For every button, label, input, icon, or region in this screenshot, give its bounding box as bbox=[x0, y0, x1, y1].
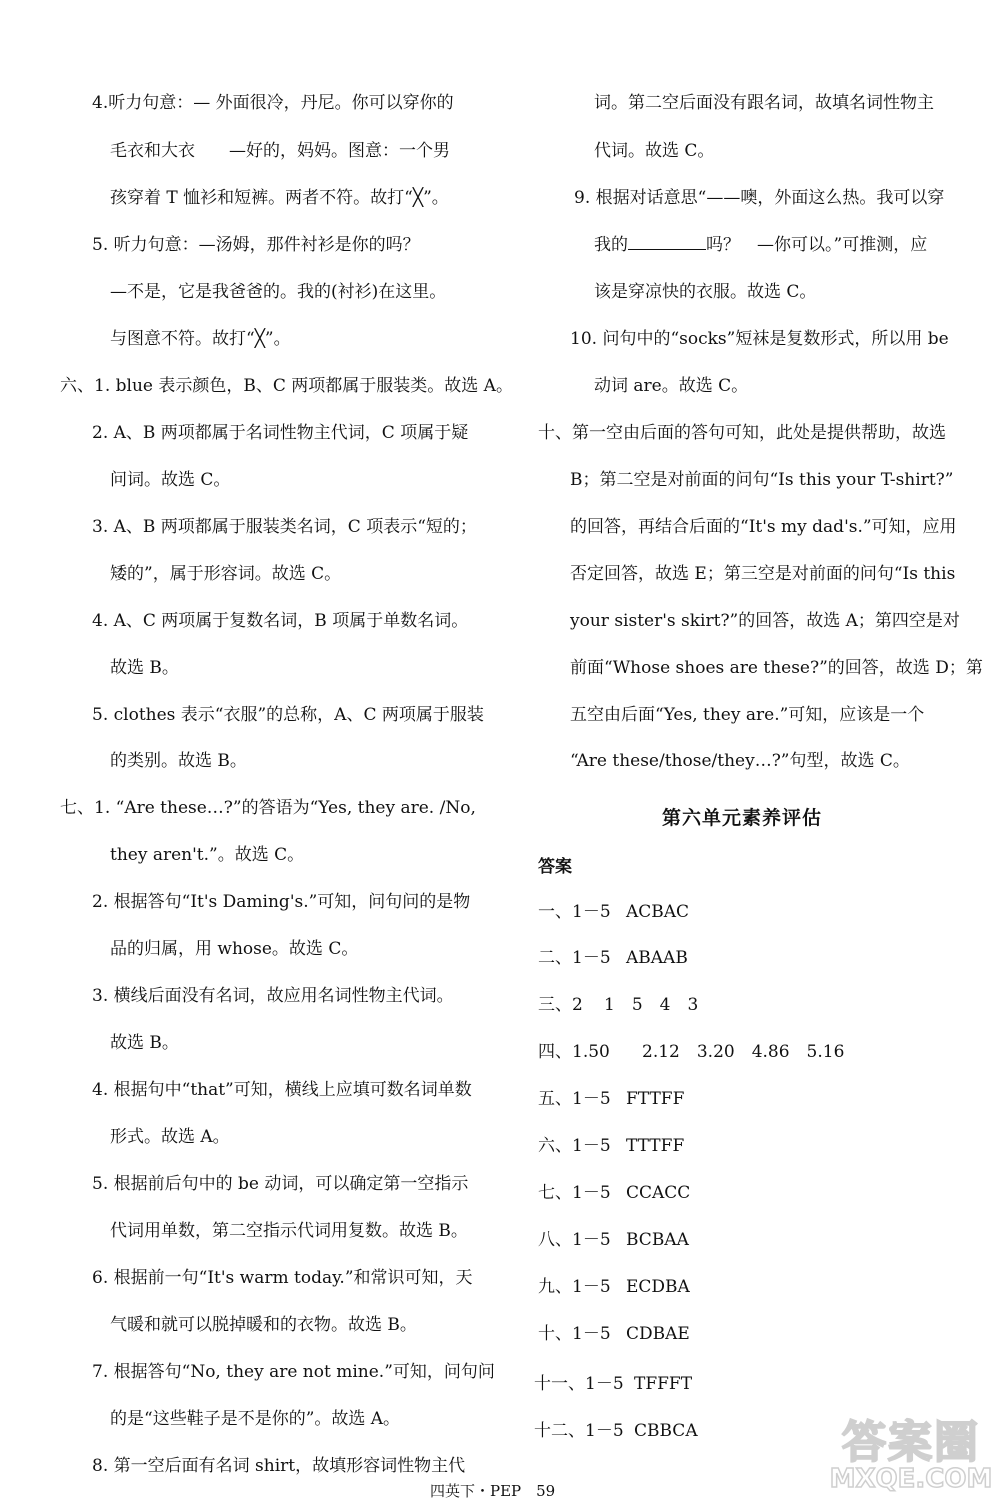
text-line: 毛衣和大衣 —好的，妈妈。图意：一个男 bbox=[110, 141, 450, 161]
text-line: 与图意不符。故打“╳”。 bbox=[110, 329, 291, 349]
text-line: B；第二空是对前面的问句“Is this your T-shirt?” bbox=[570, 470, 954, 490]
text-line: 3. A、B 两项都属于服装类名词，C 项表示“短的； bbox=[92, 517, 477, 537]
text-line: they aren't.”。故选 C。 bbox=[110, 845, 305, 865]
text-line: 词。第二空后面没有跟名词，故填名词性物主 bbox=[594, 93, 934, 113]
answer-key: 一、1－5 bbox=[538, 902, 611, 922]
watermark-logo bbox=[828, 1402, 994, 1502]
answer-key: 四、1.50 bbox=[538, 1042, 610, 1062]
text-line: 七、1. “Are these…?”的答语为“Yes, they are. /No, bbox=[60, 798, 476, 818]
fill-blank bbox=[628, 233, 706, 250]
answer-key: 五、1－5 bbox=[538, 1089, 611, 1109]
text-line: your sister's skirt?”的回答，故选 A；第四空是对 bbox=[570, 611, 960, 631]
answer-row bbox=[538, 1275, 690, 1299]
answer-key: 七、1－5 bbox=[538, 1183, 611, 1203]
answer-row bbox=[538, 1087, 684, 1111]
answer-value: CCACC bbox=[626, 1183, 691, 1203]
text-line: 的是“这些鞋子是不是你的”。故选 A。 bbox=[110, 1409, 401, 1429]
text-line: 故选 B。 bbox=[110, 1033, 179, 1053]
text-line: 9. 根据对话意思“——噢，外面这么热。我可以穿 bbox=[574, 188, 945, 208]
watermark-url: MXQE.COM bbox=[829, 1464, 993, 1494]
text-line: 五空由后面“Yes, they are.”可知，应该是一个 bbox=[570, 705, 925, 725]
text-line: 品的归属，用 whose。故选 C。 bbox=[110, 939, 359, 959]
text-line: 问词。故选 C。 bbox=[110, 470, 231, 490]
text-line: 孩穿着 T 恤衫和短裤。两者不符。故打“╳”。 bbox=[110, 188, 449, 208]
answer-value: 2.12 3.20 4.86 5.16 bbox=[642, 1042, 845, 1062]
answer-row bbox=[538, 1040, 844, 1064]
text-line: “Are these/those/they…?”句型，故选 C。 bbox=[570, 751, 910, 771]
answer-row bbox=[538, 1181, 690, 1205]
answer-value: FTTFF bbox=[626, 1089, 685, 1109]
answer-row bbox=[538, 946, 688, 970]
text-line: —不是，它是我爸爸的。我的(衬衫)在这里。 bbox=[110, 282, 447, 302]
answer-key: 六、1－5 bbox=[538, 1136, 611, 1156]
text-line: 前面“Whose shoes are these?”的回答，故选 D；第 bbox=[570, 658, 983, 678]
answer-row bbox=[538, 993, 698, 1017]
text-line: 的类别。故选 B。 bbox=[110, 751, 247, 771]
answer-key: 十二、1－5 bbox=[534, 1421, 624, 1441]
text-line: 该是穿凉快的衣服。故选 C。 bbox=[594, 282, 817, 302]
text-fragment: 我的 bbox=[594, 235, 628, 255]
text-line: 5. clothes 表示“衣服”的总称，A、C 两项属于服装 bbox=[92, 705, 484, 725]
text-line: 4. 根据句中“that”可知，横线上应填可数名词单数 bbox=[92, 1080, 472, 1100]
answer-value: CDBAE bbox=[626, 1324, 690, 1344]
answer-row bbox=[538, 900, 689, 924]
text-line: 7. 根据答句“No, they are not mine.”可知，问句问 bbox=[92, 1362, 495, 1382]
text-line: 的回答，再结合后面的“It's my dad's.”可知，应用 bbox=[570, 517, 957, 537]
answer-row bbox=[534, 1419, 698, 1443]
text-line: 动词 are。故选 C。 bbox=[594, 376, 749, 396]
answer-key: 八、1－5 bbox=[538, 1230, 611, 1250]
text-line: 10. 问句中的“socks”短袜是复数形式，所以用 be bbox=[570, 329, 949, 349]
text-line: 代词。故选 C。 bbox=[594, 141, 715, 161]
answer-key: 二、1－5 bbox=[538, 948, 611, 968]
text-line: 4. A、C 两项属于复数名词，B 项属于单数名词。 bbox=[92, 611, 469, 631]
text-fragment: 吗？ —你可以。”可推测，应 bbox=[706, 235, 928, 255]
text-line: 六、1. blue 表示颜色，B、C 两项都属于服装类。故选 A。 bbox=[60, 376, 513, 396]
text-line: 代词用单数，第二空指示代词用复数。故选 B。 bbox=[110, 1221, 468, 1241]
page-footer: 四英下・PEP 59 bbox=[430, 1482, 556, 1500]
answer-label: 答案 bbox=[538, 857, 572, 877]
text-line: 十、第一空由后面的答句可知，此处是提供帮助，故选 bbox=[538, 423, 946, 443]
section-title: 第六单元素养评估 bbox=[662, 807, 823, 829]
answer-key: 十一、1－5 bbox=[534, 1374, 624, 1394]
text-line: 4.听力句意：— 外面很冷，丹尼。你可以穿你的 bbox=[92, 93, 454, 113]
text-line: 5. 根据前后句中的 be 动词，可以确定第一空指示 bbox=[92, 1174, 469, 1194]
answer-value: BCBAA bbox=[626, 1230, 689, 1250]
answer-value: TFFFT bbox=[634, 1374, 693, 1394]
answer-value: ECDBA bbox=[626, 1277, 690, 1297]
text-line bbox=[594, 233, 927, 257]
text-line: 形式。故选 A。 bbox=[110, 1127, 230, 1147]
answer-row bbox=[538, 1322, 690, 1346]
answer-key: 九、1－5 bbox=[538, 1277, 611, 1297]
answer-value: TTTFF bbox=[626, 1136, 685, 1156]
answer-value: 1 5 4 3 bbox=[604, 995, 699, 1015]
text-line: 2. 根据答句“It's Daming's.”可知，问句问的是物 bbox=[92, 892, 471, 912]
text-line: 3. 横线后面没有名词，故应用名词性物主代词。 bbox=[92, 986, 454, 1006]
watermark-text: 答案圈 bbox=[842, 1417, 980, 1468]
text-line: 否定回答，故选 E；第三空是对前面的问句“Is this bbox=[570, 564, 956, 584]
text-line: 5. 听力句意：—汤姆，那件衬衫是你的吗？ bbox=[92, 235, 420, 255]
text-line: 2. A、B 两项都属于名词性物主代词，C 项属于疑 bbox=[92, 423, 469, 443]
answer-row bbox=[538, 1134, 684, 1158]
answer-value: ABAAB bbox=[626, 948, 688, 968]
answer-value: CBBCA bbox=[634, 1421, 698, 1441]
answer-value: ACBAC bbox=[626, 902, 690, 922]
answer-key: 三、2 bbox=[538, 995, 583, 1015]
answer-row bbox=[538, 1228, 689, 1252]
text-line: 6. 根据前一句“It's warm today.”和常识可知，天 bbox=[92, 1268, 473, 1288]
text-line: 气暖和就可以脱掉暖和的衣物。故选 B。 bbox=[110, 1315, 417, 1335]
answer-row bbox=[534, 1372, 692, 1396]
text-line: 矮的”，属于形容词。故选 C。 bbox=[110, 564, 342, 584]
answer-key: 十、1－5 bbox=[538, 1324, 611, 1344]
text-line: 故选 B。 bbox=[110, 658, 179, 678]
text-line: 8. 第一空后面有名词 shirt，故填形容词性物主代 bbox=[92, 1456, 466, 1476]
